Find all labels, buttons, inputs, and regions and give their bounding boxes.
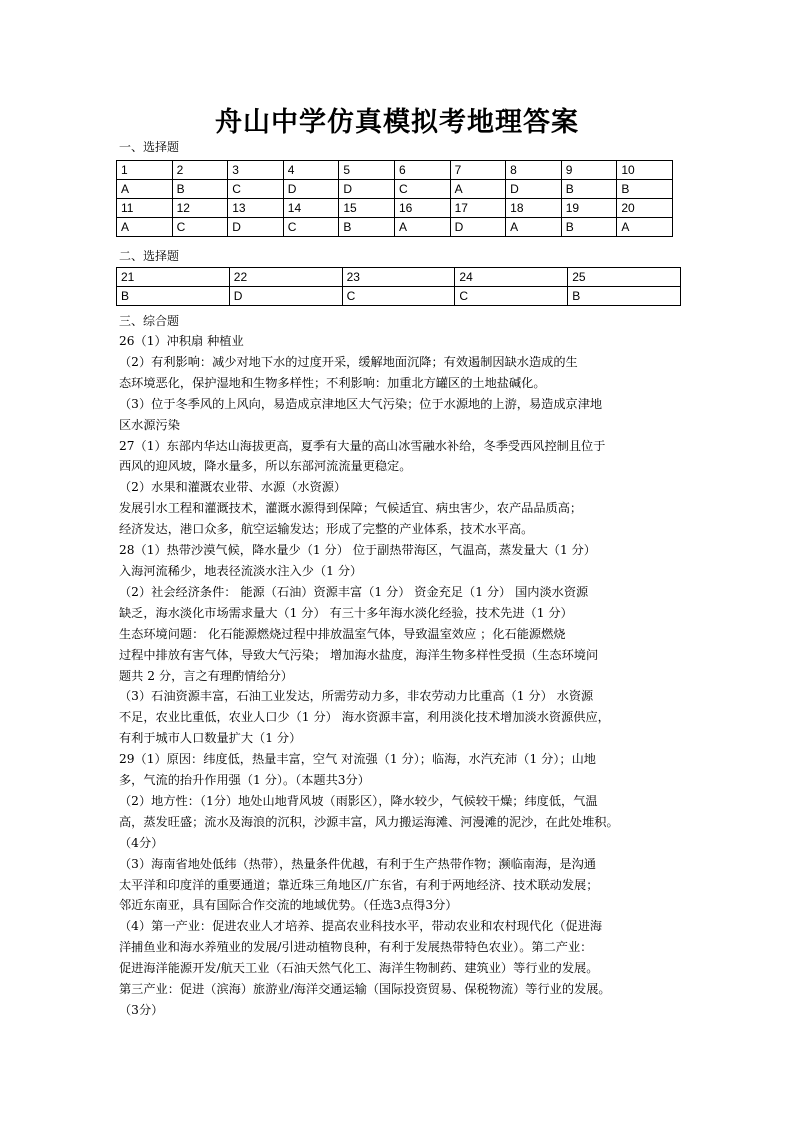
answer-table-2 [116, 267, 681, 306]
table1-cell: A [450, 180, 506, 199]
answer-line: （2）水果和灌溉农业带、水源（水资源） [119, 480, 347, 495]
table1-cell: 1 [117, 161, 173, 180]
table1-cell: C [172, 218, 228, 237]
answer-line: （3分） [119, 1003, 164, 1017]
answer-line: 26（1）冲积扇 种植业 [119, 334, 244, 348]
table2-cell: C [342, 287, 455, 306]
table1-cell: 13 [228, 199, 284, 218]
answer-line: 高，蒸发旺盛；流水及海浪的沉积，沙源丰富，风力搬运海滩、河漫滩的泥沙，在此处堆积。 [119, 814, 619, 829]
table2-cell: B [568, 287, 681, 306]
table1-cell: D [283, 180, 339, 199]
answer-line: 太平洋和印度洋的重要通道；靠近珠三角地区/广东省，有利于两地经济、技术联动发展； [119, 877, 599, 892]
answer-line: 邻近东南亚，具有国际合作交流的地域优势。（任选3点得3分） [119, 898, 458, 913]
table1-cell: D [450, 218, 506, 237]
table1-cell: B [172, 180, 228, 199]
table1-row [117, 180, 673, 199]
table1-cell: B [561, 218, 617, 237]
table2-cell: B [117, 287, 230, 306]
answer-line: （3）位于冬季风的上风向，易造成京津地区大气污染；位于水源地的上游，易造成京津地 [119, 396, 603, 411]
table1-cell: A [394, 218, 450, 237]
table1-cell: A [117, 180, 173, 199]
table2-cell: 22 [229, 268, 342, 287]
answer-line: （4分） [119, 835, 164, 850]
table1-cell: A [617, 218, 673, 237]
table2-cell: 21 [117, 268, 230, 287]
answer-line: 29（1）原因：纬度低，热量丰富，空气 对流强（1 分）；临海，水汽充沛（1 分）；山地 [119, 752, 596, 767]
answer-line: 不足，农业比重低，农业人口少（1 分） 海水资源丰富，利用淡化技术增加淡水资源供应， [119, 710, 610, 725]
table1-cell: 3 [228, 161, 284, 180]
answer-line: 28（1）热带沙漠气候，降水量少（1 分） 位于副热带海区，气温高，蒸发量大（1 分） [119, 543, 596, 558]
table2-cell: 23 [342, 268, 455, 287]
answer-line: （3）海南省地处低纬（热带），热量条件优越，有利于生产热带作物；濒临南海，是沟通 [119, 856, 596, 871]
answer-line: 发展引水工程和灌溉技术，灌溉水源得到保障；气候适宜、病虫害少，农产品品质高； [119, 501, 583, 516]
table1-cell: 4 [283, 161, 339, 180]
answer-line: 过程中排放有害气体，导致大气污染； 增加海水盐度，海洋生物多样性受损（生态环境问 [119, 647, 599, 662]
answer-line: 洋捕鱼业和海水养殖业的发展/引进动植物良种，有利于发展热带特色农业）。第二产业： [119, 940, 593, 955]
answer-line: 促进海洋能源开发/航天工业（石油天然气化工、海洋生物制药、建筑业）等行业的发展。 [119, 961, 599, 976]
table2-row [117, 268, 681, 287]
answer-body [119, 331, 681, 1021]
table1-cell: D [506, 180, 562, 199]
answer-line: 西风的迎风坡，降水量多，所以东部河流流量更稳定。 [119, 459, 412, 474]
table1-cell: B [561, 180, 617, 199]
answer-line: 多，气流的抬升作用强（1 分）。（本题共3分） [119, 773, 370, 788]
table1-cell: 8 [506, 161, 562, 180]
table1-cell: C [283, 218, 339, 237]
answer-line: 态环境恶化，保护湿地和生物多样性；不利影响：加重北方罐区的土地盐碱化。 [119, 375, 546, 390]
table1-cell: 17 [450, 199, 506, 218]
table1-cell: 20 [617, 199, 673, 218]
table1-cell: 10 [617, 161, 673, 180]
table1-cell: 15 [339, 199, 395, 218]
table1-cell: 16 [394, 199, 450, 218]
table1-cell: A [117, 218, 173, 237]
table1-cell: 9 [561, 161, 617, 180]
answer-line: （3）石油资源丰富，石油工业发达，所需劳动力多，非农劳动力比重高（1 分） 水资源 [119, 689, 594, 704]
table1-cell: D [339, 180, 395, 199]
answer-line: （2）有利影响：减少对地下水的过度开采，缓解地面沉降；有效遏制因缺水造成的生 [119, 354, 578, 369]
page-title: 舟山中学仿真模拟考地理答案 [215, 107, 579, 138]
section-heading-2: 二、选择题 [119, 249, 180, 263]
table2-cell: C [455, 287, 568, 306]
answer-line: 缺乏，海水淡化市场需求量大（1 分） 有三十多年海水淡化经验，技术先进（1 分） [119, 605, 573, 620]
section-heading-3: 三、综合题 [119, 314, 180, 328]
answer-line: 区水源污染 [119, 417, 180, 432]
table1-cell: 6 [394, 161, 450, 180]
table1-row [117, 161, 673, 180]
table1-cell: C [228, 180, 284, 199]
table1-cell: 7 [450, 161, 506, 180]
table1-cell: 11 [117, 199, 173, 218]
table1-cell: C [394, 180, 450, 199]
answer-table-1 [116, 160, 673, 237]
answer-line: 经济发达，港口众多，航空运输发达；形成了完整的产业体系，技术水平高。 [119, 522, 534, 537]
answer-line: 第三产业：促进（滨海）旅游业/海洋交通运输（国际投资贸易、保税物流）等行业的发展。 [119, 982, 611, 997]
table1-cell: 19 [561, 199, 617, 218]
table1-cell: A [506, 218, 562, 237]
table1-cell: B [339, 218, 395, 237]
answer-line: 入海河流稀少，地表径流淡水注入少（1 分） [119, 563, 363, 578]
table1-row [117, 218, 673, 237]
answer-line: 题共 2 分，言之有理酌情给分） [119, 668, 293, 683]
table2-cell: 24 [455, 268, 568, 287]
table1-cell: 5 [339, 161, 395, 180]
answer-line: 生态环境问题： 化石能源燃烧过程中排放温室气体，导致温室效应 ；化石能源燃烧 [119, 626, 566, 641]
table2-cell: 25 [568, 268, 681, 287]
table1-cell: 14 [283, 199, 339, 218]
section-heading-1: 一、选择题 [119, 140, 180, 154]
table1-cell: 2 [172, 161, 228, 180]
answer-line: （2）社会经济条件： 能源（石油）资源丰富（1 分） 资金充足（1 分） 国内淡水资源 [119, 584, 589, 599]
table2-row [117, 287, 681, 306]
table1-cell: D [228, 218, 284, 237]
table1-cell: 18 [506, 199, 562, 218]
answer-line: 27（1）东部内华达山海拔更高，夏季有大量的高山冰雪融水补给，冬季受西风控制且位于 [119, 438, 606, 453]
table2-cell: D [229, 287, 342, 306]
answer-line: （4）第一产业：促进农业人才培养、提高农业科技水平，带动农业和农村现代化（促进海 [119, 919, 603, 934]
table1-cell: 12 [172, 199, 228, 218]
answer-line: （2）地方性：（1分）地处山地背风坡（雨影区），降水较少，气候较干燥；纬度低，气温 [119, 793, 598, 808]
table1-row [117, 199, 673, 218]
table1-cell: B [617, 180, 673, 199]
answer-line: 有利于城市人口数量扩大（1 分） [119, 731, 302, 746]
